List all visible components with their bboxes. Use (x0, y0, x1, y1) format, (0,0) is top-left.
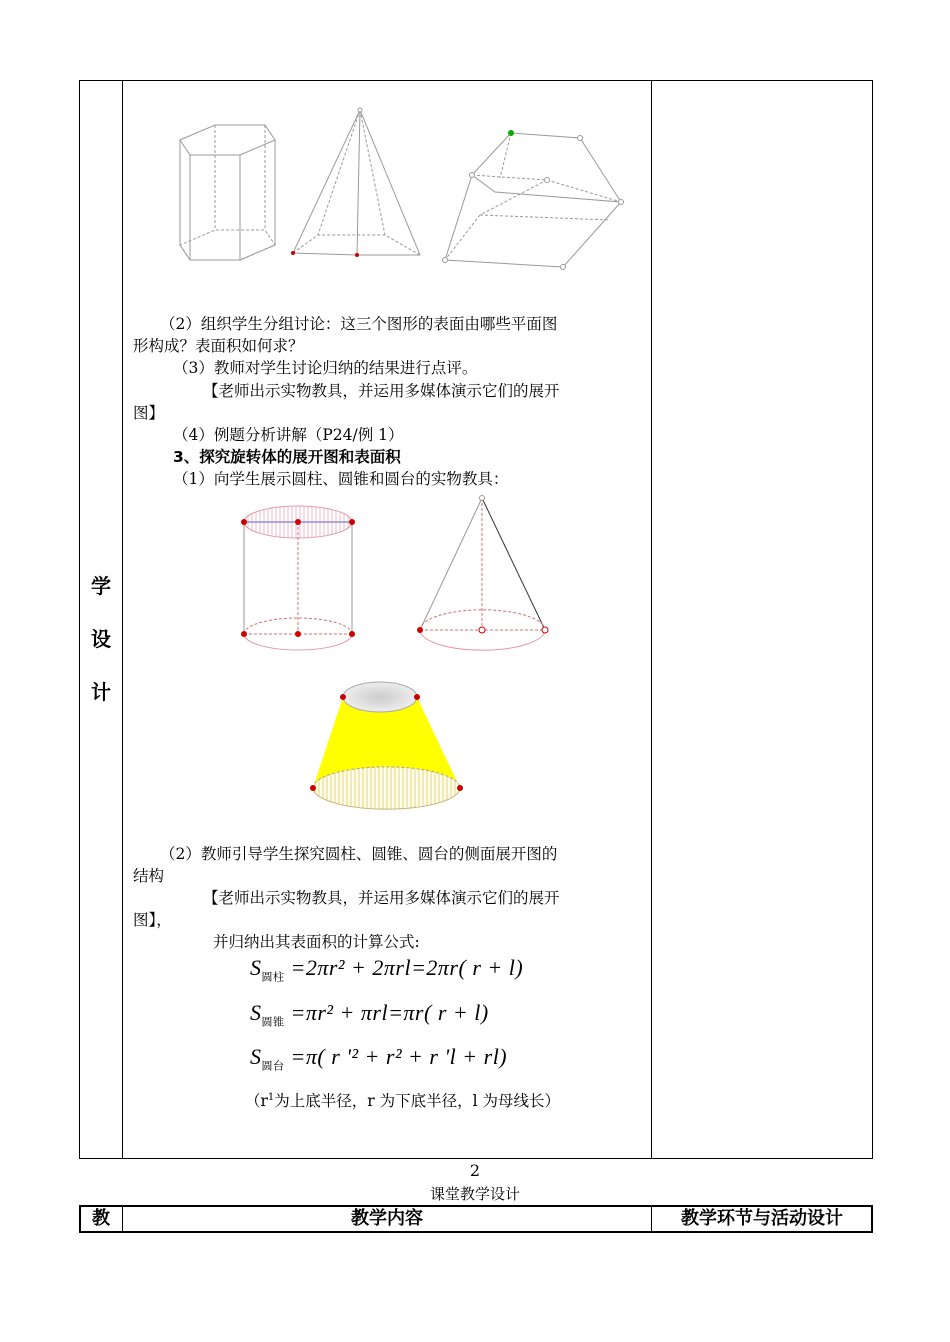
formula-cylinder-subscript: 圆柱 (261, 970, 285, 984)
note-superscript: 1 (267, 1092, 275, 1103)
formula-cylinder-expr: =2πr² + 2πrl=2πr( r + l) (290, 955, 524, 980)
formula-frustum-subscript: 圆台 (261, 1059, 285, 1073)
side-label-char-3: 计 (91, 680, 111, 704)
table-border-left (79, 80, 80, 1159)
pentagonal-pyramid (293, 108, 420, 255)
paragraph-discussion-line2: 形构成？表面积如何求？ (133, 337, 304, 355)
paragraph-show-solids: （1）向学生展示圆柱、圆锥和圆台的实物教具： (173, 470, 509, 488)
frustum-figure (305, 680, 475, 830)
paragraph-demo2-line1: 【老师出示实物教具，并运用多媒体演示它们的展开 (203, 889, 560, 907)
table-border-right (872, 80, 873, 1159)
paragraph-example: （4）例题分析讲解（P24/例 1） (173, 426, 404, 444)
vertex-dot-green (508, 130, 514, 136)
page-number: 2 (469, 1161, 481, 1180)
paragraph-formula-intro: 并归纳出其表面积的计算公式: (213, 933, 420, 951)
paragraph-explore-line1: （2）教师引导学生探究圆柱、圆锥、圆台的侧面展开图的 (160, 845, 558, 863)
hexagonal-prism (180, 125, 275, 260)
table-col-divider-1 (122, 80, 123, 1159)
side-label-char-1: 学 (91, 574, 111, 598)
formula-cylinder: $S_{圆柱} =2\pi r^2 + 2\pi rl=2\pi r$( r + l) (250, 955, 524, 984)
note-prefix: （r (245, 1092, 268, 1111)
vertex-dot (291, 251, 295, 255)
side-label-char-2: 设 (91, 627, 111, 651)
paragraph-demo2-line2: 图】， (133, 911, 172, 929)
paragraph-radius-note (245, 1087, 560, 1112)
header-cell-activity: 教学环节与活动设计 (681, 1208, 843, 1229)
cylinder-cone-figure (230, 490, 560, 670)
section-heading-3: 3、探究旋转体的展开图和表面积 (173, 448, 401, 466)
paragraph-discussion-line1: （2）组织学生分组讨论：这三个图形的表面由哪些平面图 (160, 315, 558, 333)
note-rest: 为上底半径，r 为下底半径，l 为母线长） (274, 1092, 561, 1111)
next-table-border-bottom (79, 1231, 873, 1233)
table-col-divider-2 (651, 80, 652, 1159)
prismatoid (443, 133, 624, 270)
polyhedra-figure (170, 100, 640, 285)
formula-cone-subscript: 圆锥 (261, 1015, 285, 1029)
formula-frustum-expr: =π( r '² + r² + r 'l + rl) (290, 1044, 508, 1069)
formula-cone-expr: =πr² + πrl=πr( r + l) (290, 1000, 489, 1025)
table-border-top (79, 80, 873, 81)
cone (417, 496, 548, 651)
paragraph-demo-line2: 图】 (133, 404, 165, 422)
cylinder (241, 506, 355, 650)
vertex-dot (355, 253, 359, 257)
header-cell-teach: 教 (92, 1208, 110, 1229)
formula-frustum: $S_{圆台} =\pi$( r '² + r² + r 'l + rl) (250, 1044, 508, 1073)
header-cell-content: 教学内容 (351, 1208, 423, 1229)
footer-title: 课堂教学设计 (429, 1185, 520, 1203)
formula-cone: $S_{圆锥} =\pi r^2 + \pi rl=\pi r$( r + l) (250, 1000, 489, 1029)
paragraph-comment: （3）教师对学生讨论归纳的结果进行点评。 (173, 359, 478, 377)
paragraph-explore-line2: 结构 (133, 867, 165, 885)
table-border-bottom (79, 1158, 873, 1159)
paragraph-demo-line1: 【老师出示实物教具，并运用多媒体演示它们的展开 (203, 382, 560, 400)
